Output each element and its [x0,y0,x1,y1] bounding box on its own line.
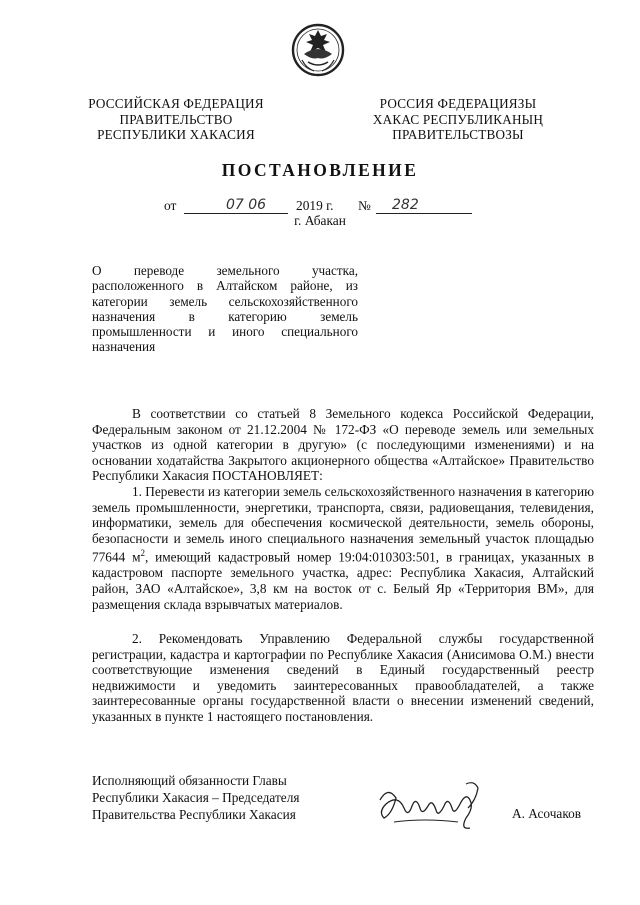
paragraph-preamble: В соответствии со статьей 8 Земельного кодекса Российской Федерации, Федеральным законом от 21.12.2004 № 172-ФЗ «О переводе земель или земельных участков из одной категории в другую» (с последующими изменениями) и на основании ходатайства Закрытого акционерного общества «Алтайское» Правительство Республики Хакасия ПОСТАНОВЛЯЕТ: [92,406,594,484]
position-line: Республики Хакасия – Председателя [92,790,300,805]
item-1-text: 1. Перевести из категории земель сельскохозяйственного назначения в категорию земель промышленности, энергетики, транспорта, связи, радиовещания, телевидения, информатики, земель для обеспечения космической деятельности, земель обороны, безопасности и земель иного специального назначения земельный участок площадью 77644 м [92,484,594,565]
city: г. Абакан [294,213,346,228]
header-right-line: РОССИЯ ФЕДЕРАЦИЯЗЫ [379,96,537,111]
header-left-line: РЕСПУБЛИКИ ХАКАСИЯ [97,127,255,143]
header-right-line: ХАКАС РЕСПУБЛИКАНЫҢ [372,111,544,127]
number-underline [376,196,472,214]
number-value: 282 [392,197,419,213]
document-subject: О переводе земельного участка, расположенного в Алтайском районе, из категории земель сельскохозяйственного назначения в категорию земель промышленности и иного специального назначения [92,263,358,355]
paragraph-item-2: 2. Рекомендовать Управлению Федеральной службы государственной регистрации, кадастра и картографии по Республике Хакасия (Анисимова О.М.) внести соответствующие изменения сведений в Единый государственный реестр недвижимости и уведомить заинтересованных правообладателей, а также заинтересованные органы государственной власти о внесении изменений сведений, указанных в пункте 1 настоящего постановления. [92,631,594,724]
item-1-text-cont: , имеющий кадастровый номер 19:04:010303:501, в границах, указанных в кадастровом паспорте земельного участка, адрес: Республика Хакасия, Алтайский район, ЗАО «Алтайское», 3,8 км на восток от с. Белый Яр «Территория ВМ», для размещения склада взрывчатых материалов. [92,549,594,612]
signatory-name: А. Асочаков [512,806,582,821]
handwritten-signature [374,778,492,836]
header-right-line: ПРАВИТЕЛЬСТВОЗЫ [392,127,524,143]
document-title: ПОСТАНОВЛЕНИЕ [221,160,419,180]
from-label: от [164,198,177,213]
number-label: № [358,198,371,213]
header-right [362,96,554,143]
signatory-position [92,772,332,823]
header-left-line: ПРАВИТЕЛЬСТВО [119,111,233,127]
header-left-line: РОССИЙСКАЯ ФЕДЕРАЦИЯ [88,96,264,111]
header-left [80,96,272,143]
position-line: Исполняющий обязанности Главы [92,773,287,788]
date-number-line [160,196,480,214]
date-value: 07 06 [226,197,267,213]
area-unit-superscript: 2 [140,548,145,559]
coat-of-arms-emblem [288,22,348,78]
year: 2019 г. [296,198,334,213]
position-line: Правительства Республики Хакасия [92,807,296,822]
paragraph-item-1 [92,484,594,612]
